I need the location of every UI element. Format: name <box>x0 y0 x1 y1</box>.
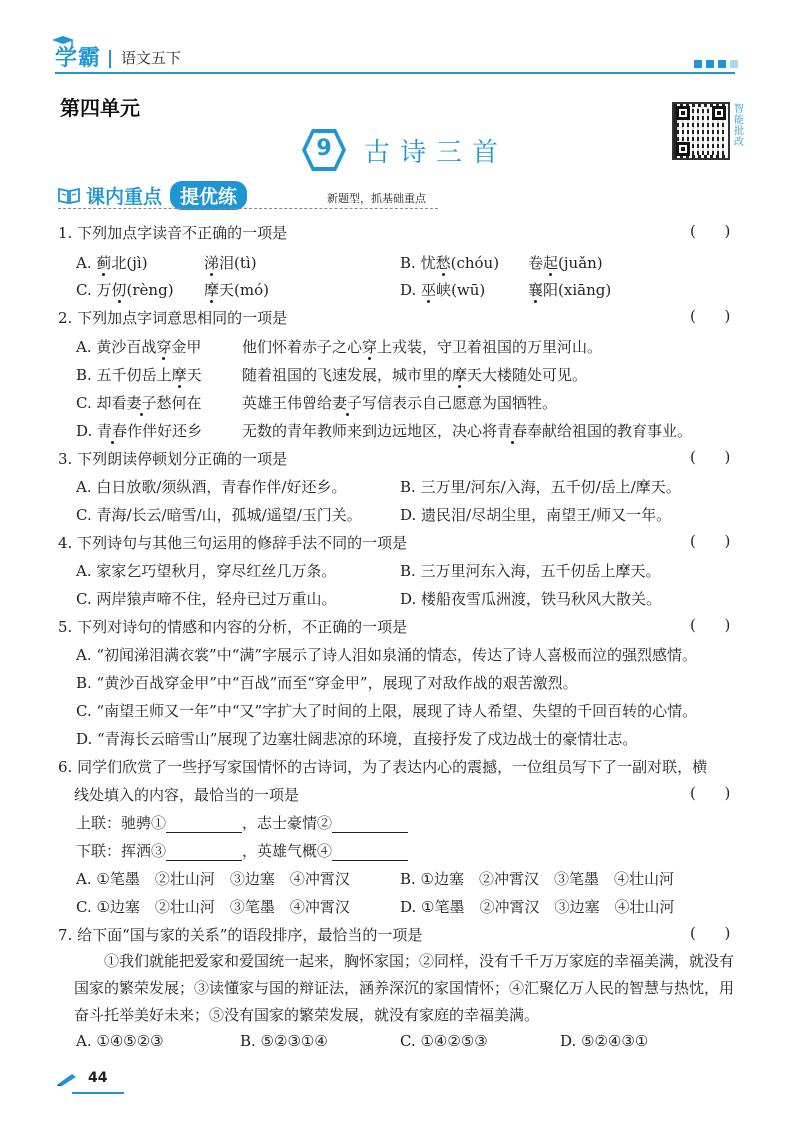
question-7-answer-blank[interactable]: ( ) <box>690 924 731 942</box>
question-2-answer-blank[interactable]: ( ) <box>690 307 731 325</box>
question-4-option-b[interactable]: B. 三万里河东入海，五千仞岳上摩天。 <box>400 562 661 580</box>
question-1-option-b[interactable]: B. 忧愁(chóu) <box>400 254 500 272</box>
question-2-option-c[interactable]: C. 却看妻子愁何在 <box>76 394 202 412</box>
question-6-stem-line-1: 6. 同学们欣赏了一些抒写家国情怀的古诗词，为了表达内心的震撼，一位组员写下了一副对联，横 <box>58 758 708 776</box>
question-6-answer-blank[interactable]: ( ) <box>690 784 731 802</box>
brand-header <box>55 44 181 72</box>
question-4-answer-blank[interactable]: ( ) <box>690 532 731 550</box>
question-3-option-b[interactable]: B. 三万里/河东/入海，五千仞/岳上/摩天。 <box>400 478 681 496</box>
question-6-option-a[interactable]: A. ①笔墨 ②壮山河 ③边塞 ④冲霄汉 <box>76 870 350 888</box>
question-1-answer-blank[interactable]: ( ) <box>690 222 731 240</box>
question-7-option-d[interactable]: D. ⑤②④③① <box>560 1032 649 1050</box>
open-book-icon <box>58 186 80 204</box>
question-1-option-c-word-2: 摩天(mó) <box>204 281 269 299</box>
lesson-heading <box>300 126 508 174</box>
question-2-option-d-sentence: 无数的青年教师来到边远地区，决心将青春奉献给祖国的教育事业。 <box>242 422 693 440</box>
qr-side-label: 智能批改 <box>734 104 744 148</box>
question-3-stem: 3. 下列朗读停顿划分正确的一项是 <box>58 450 288 468</box>
question-2-option-b[interactable]: B. 五千仞岳上摩天 <box>76 366 202 384</box>
question-4-option-d[interactable]: D. 楼船夜雪瓜洲渡，铁马秋风大散关。 <box>400 590 662 608</box>
question-5-option-d[interactable]: D. “青海长云暗雪山”展现了边塞壮阔悲凉的环境，直接抒发了戍边战士的豪情壮志。 <box>76 730 638 748</box>
question-5-answer-blank[interactable]: ( ) <box>690 616 731 634</box>
header-squares <box>694 60 738 68</box>
pencil-icon <box>56 1072 78 1086</box>
section-badge: 提优练 <box>170 181 247 210</box>
lesson-number: 9 <box>316 136 332 161</box>
question-6-option-d[interactable]: D. ①笔墨 ②冲霄汉 ③边塞 ④壮山河 <box>400 898 675 916</box>
question-2-option-b-sentence: 随着祖国的飞速发展，城市里的摩天大楼随处可见。 <box>242 366 588 384</box>
couplet-blank-2[interactable] <box>332 819 408 833</box>
question-2-option-d[interactable]: D. 青春作伴好还乡 <box>76 422 203 440</box>
couplet-blank-4[interactable] <box>332 847 408 861</box>
qr-code[interactable] <box>672 102 730 160</box>
section-title: 课内重点 <box>86 185 163 208</box>
question-3-option-a[interactable]: A. 白日放歌/须纵酒，青春作伴/好还乡。 <box>76 478 347 496</box>
header-rule <box>55 72 735 74</box>
brand-logo: 学霸 <box>55 46 102 71</box>
couplet-blank-1[interactable] <box>166 819 242 833</box>
question-1-option-c[interactable]: C. 万仞(rèng) <box>76 281 174 299</box>
question-2-stem: 2. 下列加点字词意思相同的一项是 <box>58 309 288 327</box>
question-5-option-a[interactable]: A. “初闻涕泪满衣裳”中“满”字展示了诗人泪如泉涌的情态，传达了诗人喜极而泣的强烈感情。 <box>76 646 698 664</box>
question-1-option-a[interactable]: A. 蓟北(jì) <box>76 254 148 272</box>
footer-rule <box>72 1092 124 1094</box>
section-divider <box>58 208 438 209</box>
question-4-option-a[interactable]: A. 家家乞巧望秋月，穿尽红丝几万条。 <box>76 562 337 580</box>
question-5-stem: 5. 下列对诗句的情感和内容的分析，不正确的一项是 <box>58 618 408 636</box>
question-4-option-c[interactable]: C. 两岸猿声啼不住，轻舟已过万重山。 <box>76 590 337 608</box>
question-5-option-c[interactable]: C. “南望王师又一年”中“又”字扩大了时间的上限，展现了诗人希望、失望的千回百转的心情。 <box>76 702 698 720</box>
question-1-option-a-word-2: 涕泪(tì) <box>204 254 257 272</box>
question-4-stem: 4. 下列诗句与其他三句运用的修辞手法不同的一项是 <box>58 534 408 552</box>
question-6-option-b[interactable]: B. ①边塞 ②冲霄汉 ③笔墨 ④壮山河 <box>400 870 675 888</box>
question-1-stem: 1. 下列加点字读音不正确的一项是 <box>58 224 288 242</box>
unit-title: 第四单元 <box>60 96 140 120</box>
question-1-option-d-word-2: 襄阳(xiāng) <box>528 281 612 299</box>
couplet-upper-line: 上联：驰骋① ，志士豪情② <box>76 812 408 833</box>
question-7-passage: ①我们就能把爱家和爱国统一起来，胸怀家国；②同样，没有千千万万家庭的幸福美满，就没有国家的繁荣发展；③读懂家与国的辩证法，涵养深沉的家国情怀；④汇聚亿万人民的智慧与热忱，用奋斗托举美好未来；⑤没有国家的繁荣发展，就没有家庭的幸福美满。 <box>74 952 735 1024</box>
question-7-stem: 7. 给下面“国与家的关系”的语段排序，最恰当的一项是 <box>58 926 423 944</box>
page-number: 44 <box>88 1070 108 1086</box>
couplet-lower-line: 下联：挥洒③ ，英雄气概④ <box>76 840 408 861</box>
question-5-option-b[interactable]: B. “黄沙百战穿金甲”中“百战”而至“穿金甲”，展现了对敌作战的艰苦激烈。 <box>76 674 578 692</box>
question-2-option-a-sentence: 他们怀着赤子之心穿上戎装，守卫着祖国的万里河山。 <box>242 338 603 356</box>
question-6-option-c[interactable]: C. ①边塞 ②壮山河 ③笔墨 ④冲霄汉 <box>76 898 350 916</box>
brand-separator <box>109 50 111 68</box>
lesson-number-badge <box>300 126 348 174</box>
question-3-answer-blank[interactable]: ( ) <box>690 448 731 466</box>
question-7-option-b[interactable]: B. ⑤②③①④ <box>240 1032 328 1050</box>
question-7-option-c[interactable]: C. ①④②⑤③ <box>400 1032 488 1050</box>
question-1-option-b-word-2: 卷起(juǎn) <box>528 254 603 272</box>
section-subtitle: 新题型，抓基础重点 <box>327 192 426 205</box>
book-grade: 语文五下 <box>121 49 182 67</box>
question-1-option-d[interactable]: D. 巫峡(wū) <box>400 281 486 299</box>
question-2-option-c-sentence: 英雄王伟曾给妻子写信表示自己愿意为国牺牲。 <box>242 394 558 412</box>
couplet-blank-3[interactable] <box>166 847 242 861</box>
question-3-option-c[interactable]: C. 青海/长云/暗雪/山，孤城/遥望/玉门关。 <box>76 506 362 524</box>
section-header <box>58 182 247 208</box>
question-3-option-d[interactable]: D. 遗民泪/尽胡尘里，南望王/师又一年。 <box>400 506 672 524</box>
question-2-option-a[interactable]: A. 黄沙百战穿金甲 <box>76 338 202 356</box>
question-6-stem-line-2: 线处填入的内容，最恰当的一项是 <box>74 786 300 804</box>
lesson-title: 古诗三首 <box>364 137 509 168</box>
question-7-option-a[interactable]: A. ①④⑤②③ <box>76 1032 164 1050</box>
